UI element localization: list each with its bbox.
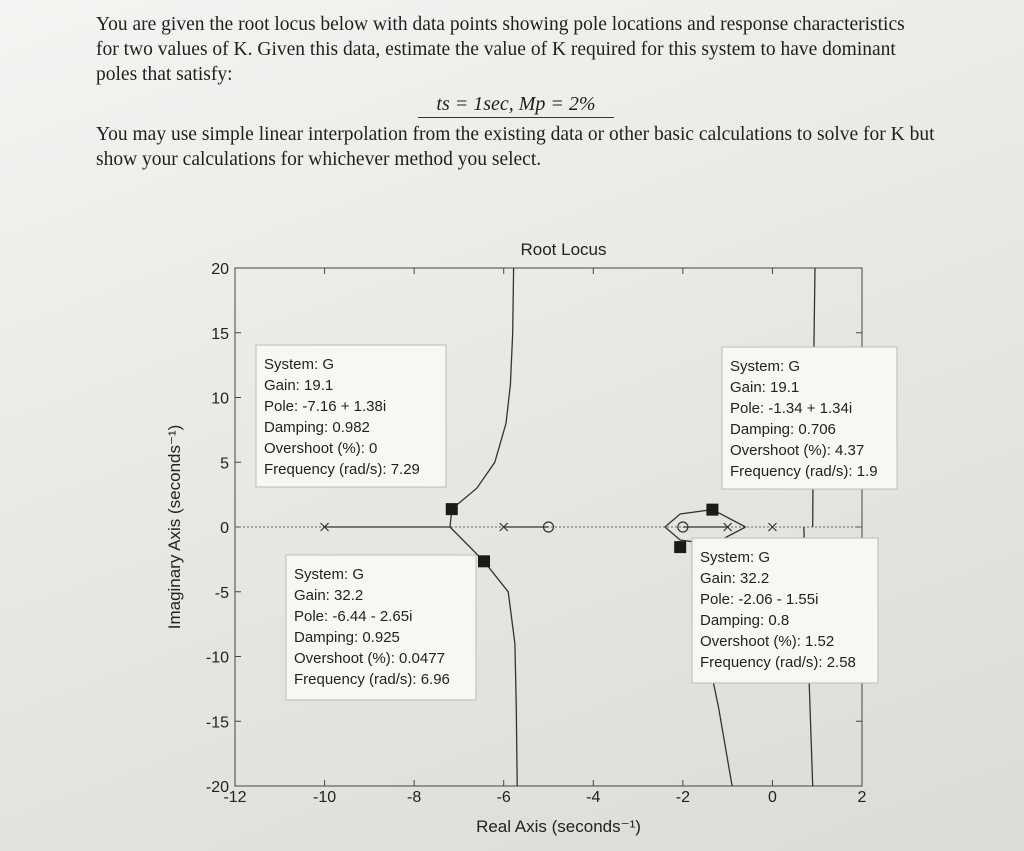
- data-tip-pole-marker: [478, 555, 490, 567]
- y-tick-label: 10: [211, 390, 229, 408]
- equation-text: ts = 1sec, Mp = 2%: [418, 93, 613, 118]
- x-axis-label: Real Axis (seconds⁻¹): [476, 817, 641, 836]
- data-tip-line: Damping: 0.706: [730, 421, 836, 438]
- y-tick-label: -10: [205, 649, 229, 667]
- data-tip-pole-marker: [446, 503, 458, 515]
- data-tip-line: Gain: 32.2: [700, 570, 770, 587]
- data-tip-line: Frequency (rad/s): 6.96: [294, 671, 450, 688]
- data-tip-line: Gain: 32.2: [294, 587, 364, 604]
- locus-branch-5: [665, 510, 746, 527]
- data-tip-line: Pole: -7.16 + 1.38i: [264, 398, 387, 415]
- data-tip-line: Pole: -6.44 - 2.65i: [294, 608, 413, 625]
- data-tip-line: System: G: [264, 356, 335, 373]
- y-tick-label: -20: [205, 779, 229, 796]
- y-tick-label: 0: [220, 520, 229, 537]
- x-tick-label: -4: [586, 789, 601, 806]
- data-tip-line: Pole: -2.06 - 1.55i: [700, 591, 819, 608]
- data-tip-line: System: G: [730, 358, 801, 375]
- data-tip-line: Pole: -1.34 + 1.34i: [730, 400, 853, 417]
- data-tip-line: Frequency (rad/s): 7.29: [264, 461, 420, 478]
- data-tip-line: Overshoot (%): 0: [264, 440, 378, 457]
- y-tick-label: -15: [205, 714, 229, 732]
- data-tip-line: Frequency (rad/s): 1.9: [730, 463, 878, 480]
- chart-title: Root Locus: [520, 240, 607, 259]
- data-tip-line: System: G: [700, 549, 771, 566]
- data-tip-line: Damping: 0.982: [264, 419, 370, 436]
- data-tip-line: Gain: 19.1: [730, 379, 800, 396]
- x-tick-label: -12: [223, 789, 247, 806]
- data-tip-line: Overshoot (%): 4.37: [730, 442, 865, 459]
- problem-paragraph-1: You are given the root locus below with data points showing pole locations and response characteristics for two values of K. Given this data, estimate the value of K required for this system to have dominant poles that satisfy:: [96, 14, 905, 85]
- data-tip-line: Overshoot (%): 0.0477: [294, 650, 445, 667]
- x-tick-label: -6: [496, 789, 511, 806]
- data-tip-line: Overshoot (%): 1.52: [700, 633, 835, 650]
- data-tip-line: Damping: 0.925: [294, 629, 400, 646]
- y-tick-label: 5: [220, 455, 229, 473]
- data-tip-line: Damping: 0.8: [700, 612, 790, 629]
- data-tip-pole-marker: [674, 541, 686, 553]
- data-tip-line: System: G: [294, 566, 365, 583]
- locus-branch-1: [450, 268, 514, 527]
- data-tip-pole-marker: [706, 504, 718, 516]
- problem-paragraph-2: You may use simple linear interpolation from the existing data or other basic calculations to solve for K but show your calculations for whichever method you select.: [96, 124, 935, 170]
- y-tick-label: 20: [211, 261, 229, 278]
- y-tick-label: -5: [214, 584, 229, 602]
- y-tick-label: 15: [211, 325, 229, 343]
- x-tick-label: -8: [407, 789, 422, 806]
- x-tick-label: -2: [675, 789, 690, 806]
- data-tip-line: Frequency (rad/s): 2.58: [700, 654, 856, 671]
- y-axis-label: Imaginary Axis (seconds⁻¹): [165, 424, 184, 630]
- x-tick-label: 2: [857, 789, 867, 806]
- data-tip-line: Gain: 19.1: [264, 377, 334, 394]
- x-tick-label: -10: [313, 789, 337, 806]
- x-tick-label: 0: [767, 789, 777, 806]
